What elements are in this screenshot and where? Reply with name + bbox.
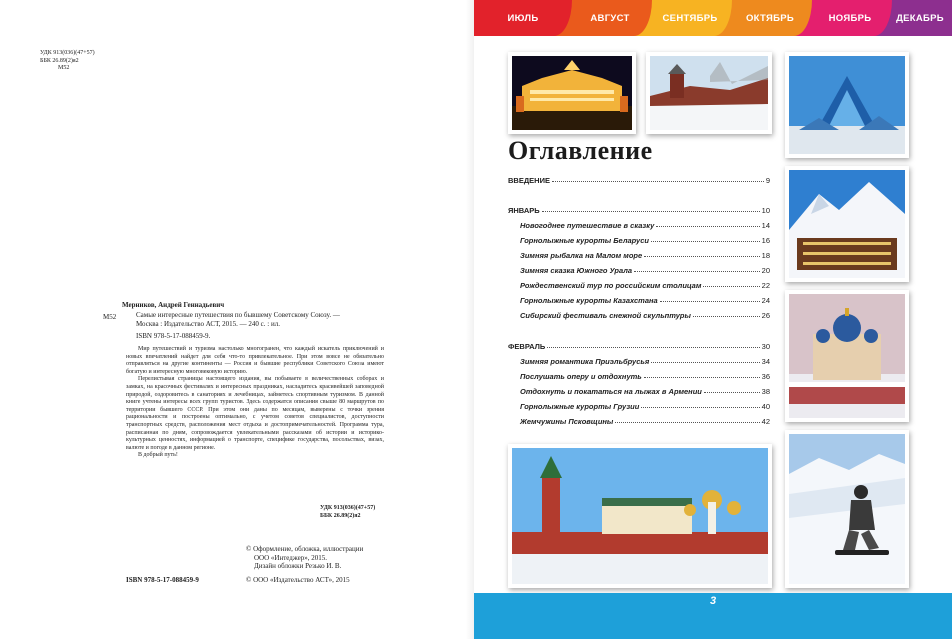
photo-modern-library <box>785 52 909 158</box>
toc-entry-title: Зимняя рыбалка на Малом море <box>520 251 643 260</box>
toc-entry-row[interactable] <box>520 291 770 305</box>
toc-dot-leader <box>615 422 759 423</box>
month-label: АВГУСТ <box>590 12 630 24</box>
isbn-line: ISBN 978-5-17-088459-9. <box>136 332 211 341</box>
toc-entry-row[interactable] <box>520 306 770 320</box>
toc-entry-title: ФЕВРАЛЬ <box>508 342 546 351</box>
month-tab <box>474 0 572 36</box>
toc-page-number: 40 <box>761 402 770 411</box>
toc-dot-leader <box>660 301 760 302</box>
mountain-resort-image <box>789 170 905 278</box>
toc-page-number: 38 <box>761 387 770 396</box>
toc-entry-title: Горнолыжные курорты Беларуси <box>520 236 649 245</box>
footer-bar <box>474 593 952 639</box>
toc-entry-row[interactable] <box>520 352 770 366</box>
annotation-paragraph: В добрый путь! <box>138 452 178 459</box>
photo-kremlin <box>508 444 772 588</box>
toc-entry-title: Сибирский фестиваль снежной скульптуры <box>520 311 691 320</box>
classification-codes-bottom <box>320 505 375 520</box>
copyright-line: ООО «Интеджер», 2015. <box>254 553 327 562</box>
toc-entry-title: Отдохнуть и покататься на лыжах в Армении <box>520 387 702 396</box>
toc-page-number: 36 <box>761 372 770 381</box>
cathedral-domes-image <box>789 294 905 418</box>
month-label: ИЮЛЬ <box>507 12 539 24</box>
toc-entry-title: ЯНВАРЬ <box>508 206 540 215</box>
copyright-line: © Оформление, обложка, иллюстрации <box>246 545 364 553</box>
page-number: 3 <box>709 595 717 607</box>
month-label: СЕНТЯБРЬ <box>662 12 718 24</box>
toc-page-number: 20 <box>761 266 770 275</box>
toc-entry-row[interactable] <box>520 246 770 260</box>
toc-section-row[interactable] <box>508 201 770 215</box>
bbk-code: ББК 26.89(2)я2 <box>320 512 361 519</box>
catalog-mark: М52 <box>103 313 117 321</box>
month-tabs <box>474 0 952 36</box>
toc-entry-row[interactable] <box>520 216 770 230</box>
toc-section-row[interactable] <box>508 171 770 185</box>
toc-page-number: 18 <box>761 251 770 260</box>
toc-page-number: 24 <box>761 296 770 305</box>
title-line: Самые интересные путешествия по бывшему Советскому Союзу. — <box>136 311 340 319</box>
toc-dot-leader <box>693 316 760 317</box>
toc-dot-leader <box>542 211 760 212</box>
toc-entry-title: Зимняя романтика Приэльбрусья <box>520 357 650 366</box>
toc-entry-title: Послушать оперу и отдохнуть <box>520 372 642 381</box>
toc-page-number: 26 <box>761 311 770 320</box>
left-page-imprint <box>0 0 474 639</box>
toc-page-number: 16 <box>761 236 770 245</box>
modern-library-image <box>789 56 905 154</box>
toc-entry-title: Рождественский тур по российским столицам <box>520 281 702 290</box>
isbn-bottom: ISBN 978-5-17-088459-9 <box>126 576 199 584</box>
toc-section-row[interactable] <box>508 337 770 351</box>
classification-codes <box>40 50 95 73</box>
photo-mountain-resort <box>785 166 909 282</box>
month-label: НОЯБРЬ <box>828 12 872 24</box>
toc-page-number: 42 <box>761 417 770 426</box>
toc-entry-title: Горнолыжные курорты Казахстана <box>520 296 658 305</box>
right-page-contents <box>474 0 952 639</box>
copyright-line: Дизайн обложки Резько И. В. <box>254 562 342 571</box>
annotation-paragraph: Мир путешествий и туризма настолько многогранен, что каждый искатель приключений и новых впечатлений найдет для себя что-то привлекательное. При этом вовсе не обязательно отправляться на другие континенты — Россия и бывшие республики Советского Союза имеют богатую и интересную многовековую историю. <box>126 346 384 375</box>
kremlin-image <box>512 448 768 584</box>
copyright-publisher: © ООО «Издательство АСТ», 2015 <box>246 576 350 584</box>
toc-page-number: 14 <box>761 221 770 230</box>
annotation <box>126 346 384 460</box>
toc-dot-leader <box>656 226 759 227</box>
toc-page-number: 9 <box>765 176 770 185</box>
toc-dot-leader <box>703 286 759 287</box>
snowy-fortress-image <box>650 56 768 130</box>
toc-entry-title: Зимняя сказка Южного Урала <box>520 266 633 275</box>
photo-snowboarder <box>785 430 909 588</box>
photo-palace-night <box>508 52 636 134</box>
month-label: ДЕКАБРЬ <box>896 12 944 24</box>
toc-dot-leader <box>651 362 759 363</box>
author-name: Мерников, Андрей Геннадьевич <box>122 301 225 309</box>
toc-dot-leader <box>644 377 760 378</box>
toc-entry-row[interactable] <box>520 382 770 396</box>
toc-page-number: 10 <box>761 206 770 215</box>
bbk-code: ББК 26.89(2)я2 <box>40 57 79 64</box>
toc-entry-title: Новогоднее путешествие в сказку <box>520 221 655 230</box>
month-label: ОКТЯБРЬ <box>745 12 795 24</box>
udk-code: УДК 913(036)(47+57) <box>40 50 95 56</box>
toc-dot-leader <box>547 347 759 348</box>
author-mark: М52 <box>58 65 70 72</box>
toc-page-number: 30 <box>761 342 770 351</box>
toc-page-number: 34 <box>761 357 770 366</box>
photo-cathedral-domes <box>785 290 909 422</box>
toc-entry-row[interactable] <box>520 412 770 426</box>
toc-page-number: 22 <box>761 281 770 290</box>
toc-entry-row[interactable] <box>520 367 770 381</box>
photo-snowy-fortress <box>646 52 772 134</box>
toc-dot-leader <box>644 256 760 257</box>
toc-dot-leader <box>641 407 759 408</box>
toc-entry-row[interactable] <box>520 397 770 411</box>
toc-dot-leader <box>634 271 760 272</box>
toc-entry-row[interactable] <box>520 261 770 275</box>
copyright-block <box>246 545 363 571</box>
toc-entry-title: Жемчужины Псковщины <box>520 417 614 426</box>
contents-title: Оглавление <box>508 136 653 165</box>
annotation-paragraph: Перелистывая страницы настоящего издания, вы побываете в величественных соборах и замках, на красочных фестивалях и интересных праздниках, насладитесь красивейшей заповедной природой, оздоровитесь в санаториях и лечебницах, займетесь спортивным туризмом. В данной книге учтены интересы всех групп туристов. Здесь содержатся описания свыше 80 маршрутов по территории бывшего СССР. При этом они даны по месяцам, выверены с точки зрения рациональности и построены оптимально, с учетом советов специалистов, доступности транспортных средств, расположения мест отдыха и достопримечательностей. Программа тура, расписанная по дням, сопровождается увлекательными рассказами об истории и историко-культурных ценностях, информацией о транспорте, специфике государства, посольствах, визах, валюте и погоде в данном регионе. <box>126 376 384 451</box>
toc-entry-title: ВВЕДЕНИЕ <box>508 176 550 185</box>
toc-dot-leader <box>704 392 760 393</box>
toc-entry-row[interactable] <box>520 231 770 245</box>
title-block <box>136 311 386 341</box>
toc-entry-row[interactable] <box>520 276 770 290</box>
toc-dot-leader <box>552 181 764 182</box>
snowboarder-image <box>789 434 905 584</box>
publication-line: Москва : Издательство АСТ, 2015. — 240 с. : ил. <box>136 319 280 328</box>
toc-entry-title: Горнолыжные курорты Грузии <box>520 402 640 411</box>
palace-night-image <box>512 56 632 130</box>
udk-code: УДК 913(036)(47+57) <box>320 505 376 511</box>
toc-dot-leader <box>651 241 760 242</box>
